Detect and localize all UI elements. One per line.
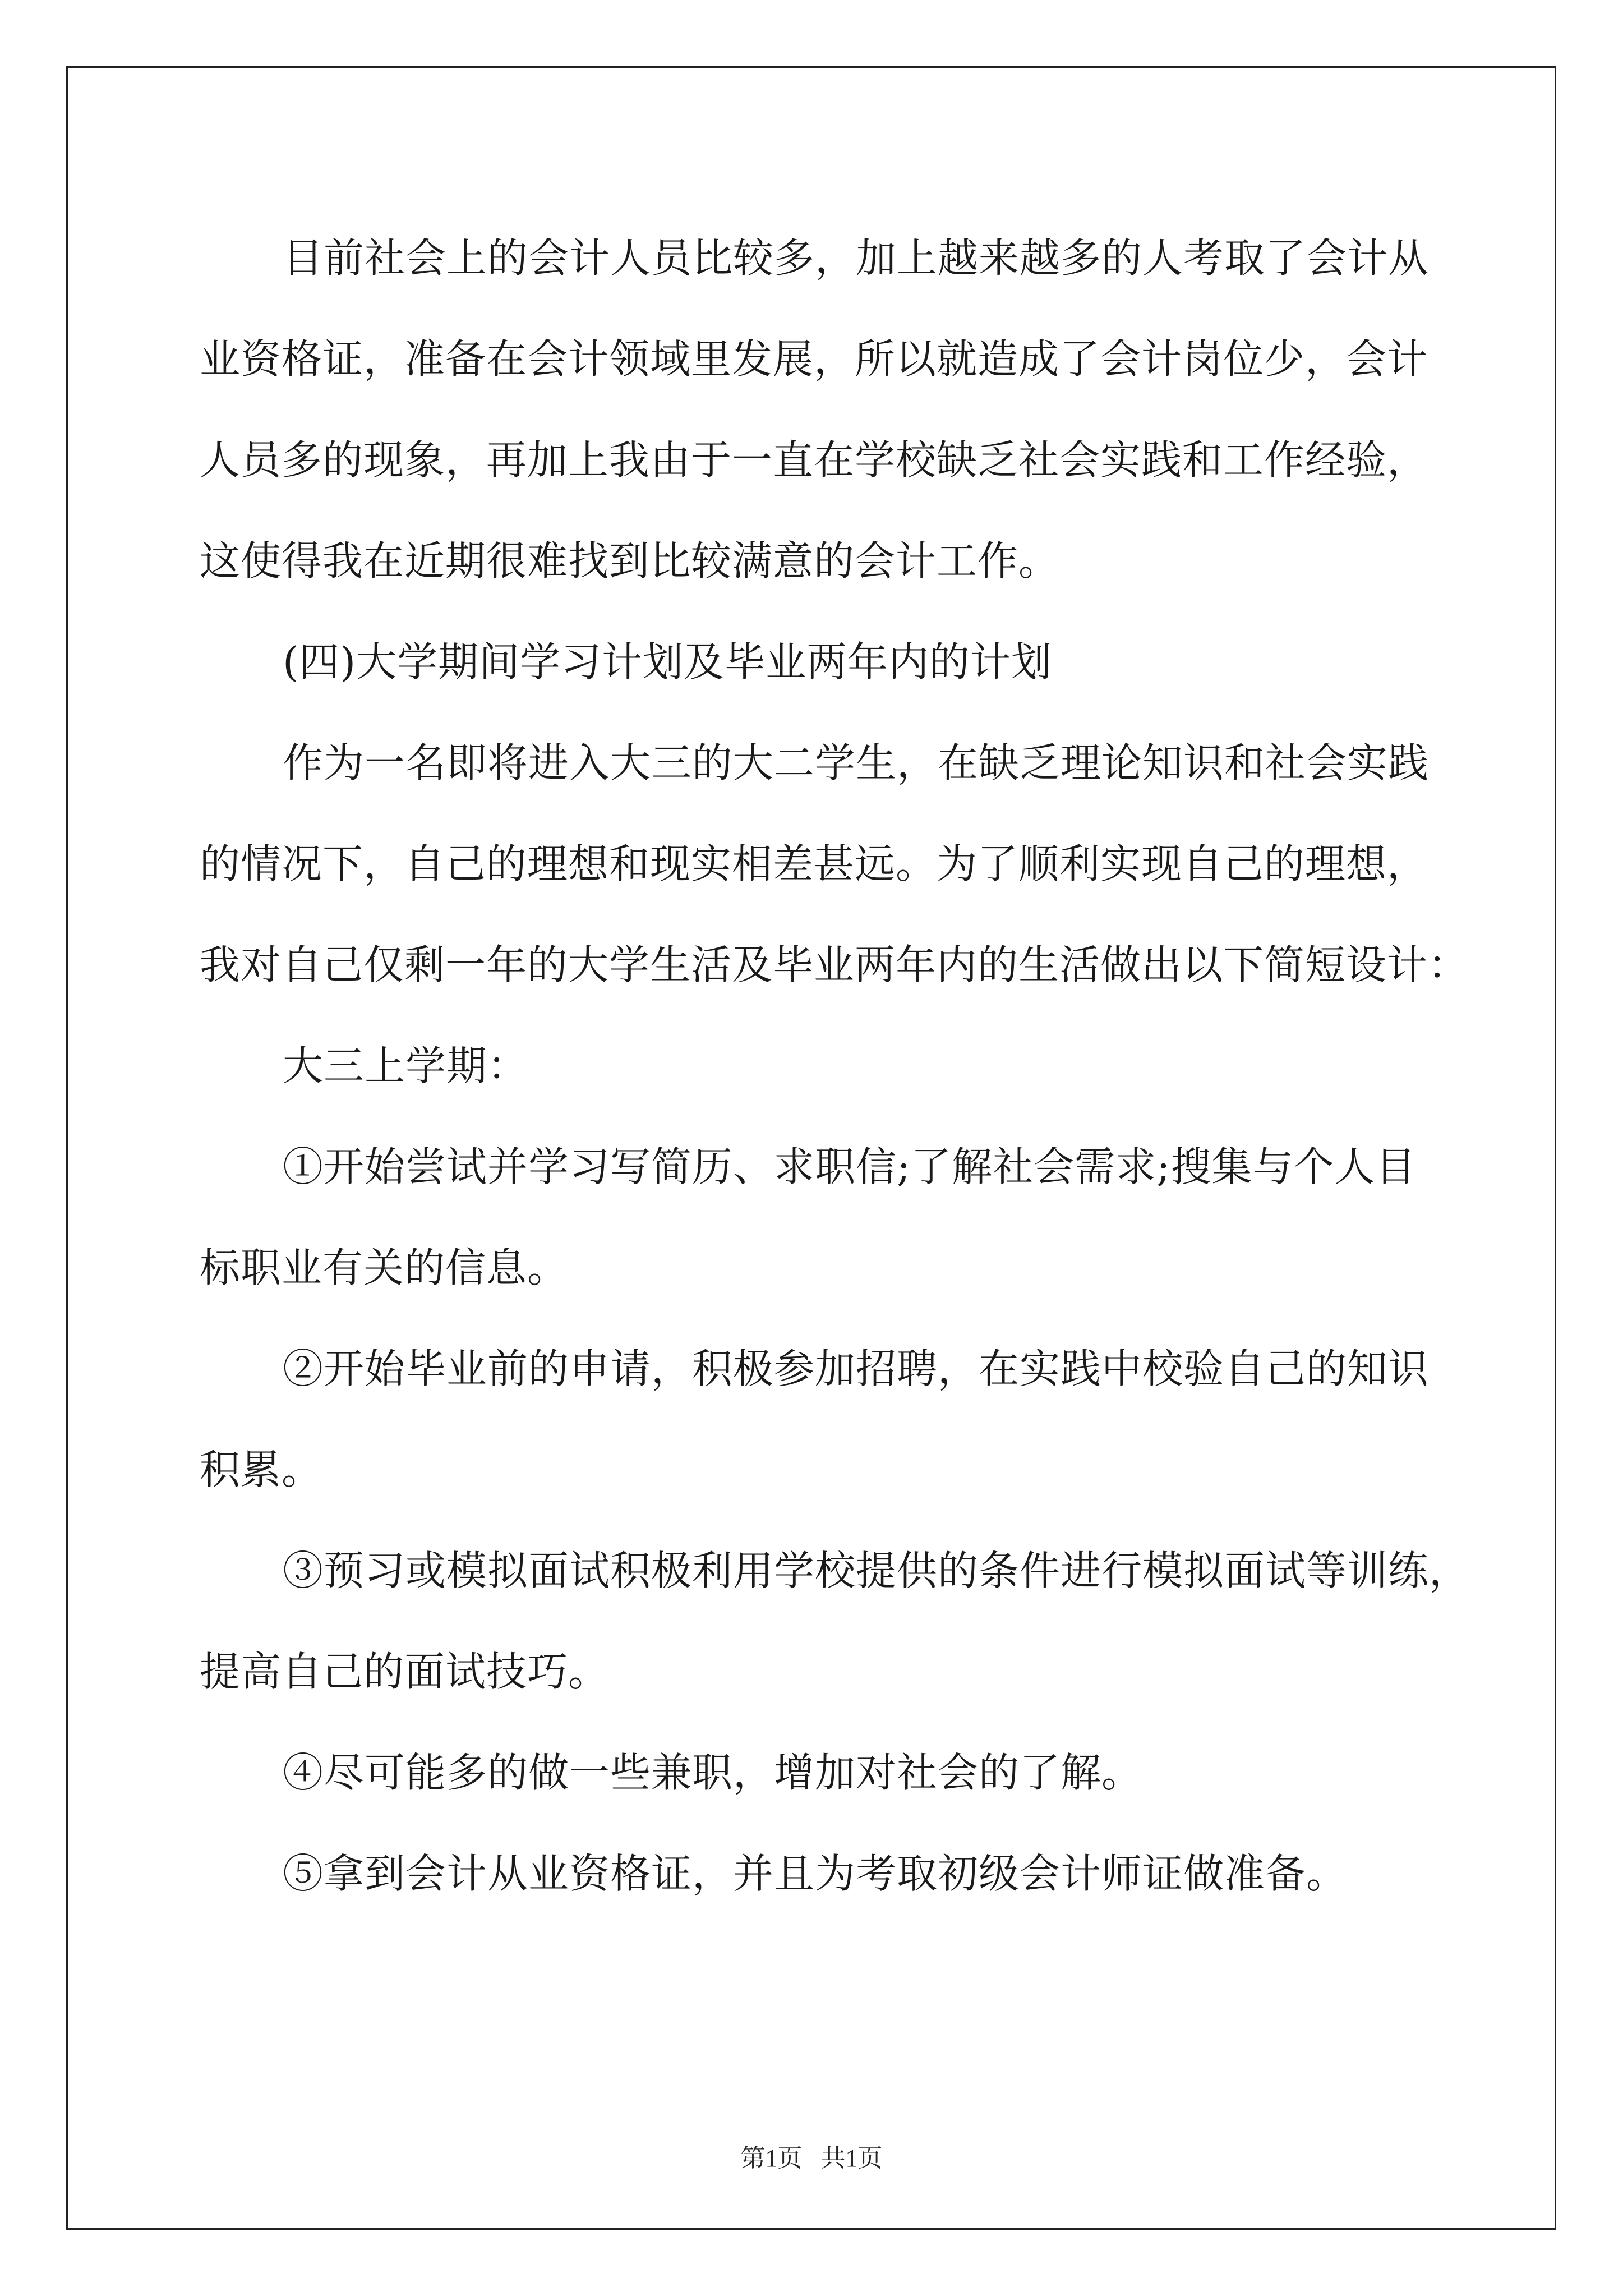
text-line: 作为一名即将进入大三的大二学生，在缺乏理论知识和社会实践 (283, 739, 1430, 786)
list-item-continuation: 提高自己的面试技巧。 (200, 1648, 610, 1695)
text-line: 人员多的现象，再加上我由于一直在学校缺乏社会实践和工作经验， (200, 436, 1428, 484)
text-line: 的情况下，自己的理想和现实相差甚远。为了顺利实现自己的理想， (200, 840, 1428, 887)
list-item: ③预习或模拟面试积极利用学校提供的条件进行模拟面试等训练， (283, 1547, 1470, 1594)
subsection-heading: 大三上学期： (283, 1042, 529, 1089)
document-body (200, 208, 1470, 1924)
page-number-footer: 第1页 共1页 (740, 2145, 883, 2172)
list-item-continuation: 积累。 (200, 1446, 323, 1493)
text-line: 目前社会上的会计人员比较多，加上越来越多的人考取了会计从 (283, 234, 1430, 282)
list-item: ①开始尝试并学习写简历、求职信;了解社会需求;搜集与个人目 (283, 1143, 1417, 1190)
list-item-continuation: 标职业有关的信息。 (200, 1244, 569, 1291)
text-line: 业资格证，准备在会计领域里发展，所以就造成了会计岗位少，会计 (200, 335, 1428, 383)
text-line: 我对自己仅剩一年的大学生活及毕业两年内的生活做出以下简短设计： (200, 941, 1469, 988)
list-item: ④尽可能多的做一些兼职，增加对社会的了解。 (283, 1749, 1143, 1796)
section-heading: (四)大学期间学习计划及毕业两年内的计划 (283, 638, 1053, 685)
list-item: ②开始毕业前的申请，积极参加招聘，在实践中校验自己的知识 (283, 1345, 1430, 1392)
text-line: 这使得我在近期很难找到比较满意的会计工作。 (200, 537, 1060, 585)
list-item: ⑤拿到会计从业资格证，并且为考取初级会计师证做准备。 (283, 1850, 1348, 1897)
